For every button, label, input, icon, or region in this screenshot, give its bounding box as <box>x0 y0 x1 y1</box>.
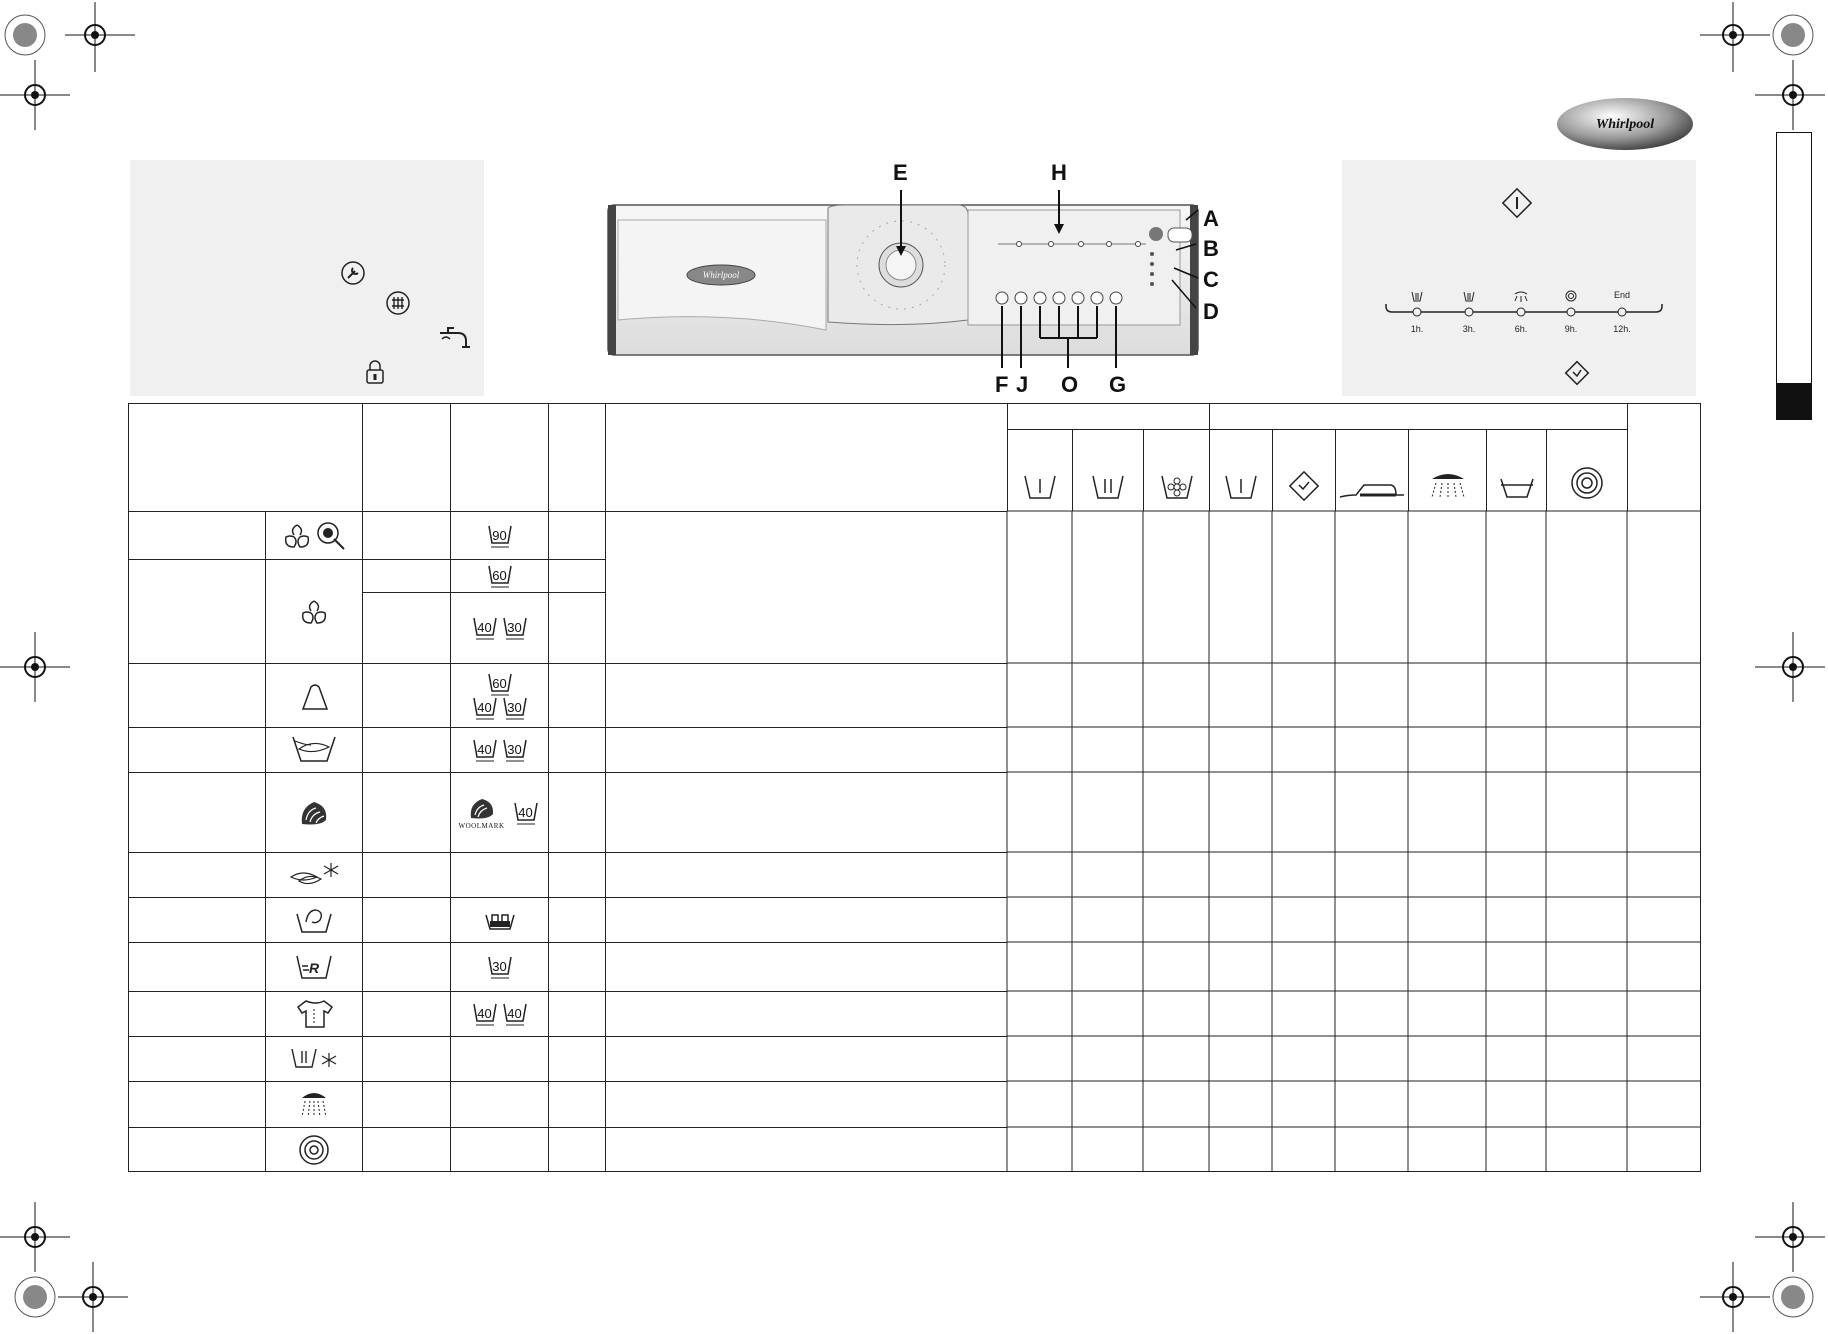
callout-B: B <box>1203 236 1219 261</box>
callout-J: J <box>1016 372 1029 397</box>
wash-temp-icon: 40 <box>473 616 497 640</box>
registration-mark <box>58 1262 128 1332</box>
start-button-icon <box>1502 188 1532 218</box>
spin-icon <box>1566 291 1576 301</box>
callout-H: H <box>1051 160 1067 185</box>
timeline-label-3h: 3h. <box>1462 324 1476 334</box>
grid-icon <box>385 290 411 316</box>
wash-icon <box>1464 292 1474 301</box>
timeline-label-6h: 6h. <box>1514 324 1528 334</box>
timeline-label-12h: 12h. <box>1613 324 1631 334</box>
delay-timeline <box>1384 290 1664 340</box>
wrench-icon <box>340 260 366 286</box>
callout-C: C <box>1203 267 1219 292</box>
wash-temp-icon: 40 <box>473 1002 497 1026</box>
timeline-point <box>1567 308 1575 316</box>
side-tab-marker <box>1777 383 1811 419</box>
callout-O: O <box>1061 372 1079 397</box>
registration-mark <box>0 60 70 130</box>
registration-mark <box>65 2 135 72</box>
wash-temp-icon: 90 <box>488 524 512 548</box>
timeline-point <box>1517 308 1525 316</box>
wash-temp-icon: 40 <box>473 696 497 720</box>
wash-temp-icon: 40 <box>514 801 538 825</box>
registration-mark <box>1758 1262 1828 1332</box>
brand-logo <box>1555 95 1695 153</box>
wash-temp-icon: 30 <box>503 738 527 762</box>
tap-icon <box>436 323 472 351</box>
wash-temp-icon: 30 <box>488 955 512 979</box>
brand-logo-text: Whirlpool <box>1595 117 1655 132</box>
timeline-end-label: End <box>1613 290 1631 300</box>
right-info-panel <box>1342 160 1696 396</box>
timeline-label-9h: 9h. <box>1564 324 1578 334</box>
left-info-panel <box>130 160 484 396</box>
prewash-icon <box>1412 292 1422 301</box>
timeline-label-1h: 1h. <box>1410 324 1424 334</box>
callout-A: A <box>1203 206 1219 231</box>
callout-F: F <box>995 372 1009 397</box>
wash-temp-icon: 60 <box>488 672 512 696</box>
callout-E: E <box>893 160 908 185</box>
wash-temp-icon: 30 <box>503 616 527 640</box>
table-grid-lines <box>128 403 1701 1172</box>
timeline-point <box>1618 308 1626 316</box>
woolmark-label: WOOLMARK <box>458 821 505 830</box>
registration-mark <box>1755 60 1825 130</box>
lock-icon <box>362 358 388 386</box>
machine-illustration <box>606 160 1226 400</box>
rinse-icon <box>1515 292 1527 302</box>
registration-mark <box>1755 632 1825 702</box>
wash-temp-icon: 60 <box>488 564 512 588</box>
registration-mark <box>0 632 70 702</box>
timeline-point <box>1465 308 1473 316</box>
timeline-point <box>1413 308 1421 316</box>
svg-text:R: R <box>308 960 320 976</box>
wash-temp-icon: 30 <box>503 696 527 720</box>
side-tab <box>1776 132 1812 420</box>
callout-D: D <box>1203 299 1219 324</box>
wash-temp-icon: 40 <box>473 738 497 762</box>
end-indicator-icon <box>1564 360 1590 386</box>
svg-text:Whirlpool: Whirlpool <box>702 270 740 280</box>
program-table <box>128 403 1701 1172</box>
callout-G: G <box>1109 372 1127 397</box>
wash-temp-icon: 40 <box>503 1002 527 1026</box>
